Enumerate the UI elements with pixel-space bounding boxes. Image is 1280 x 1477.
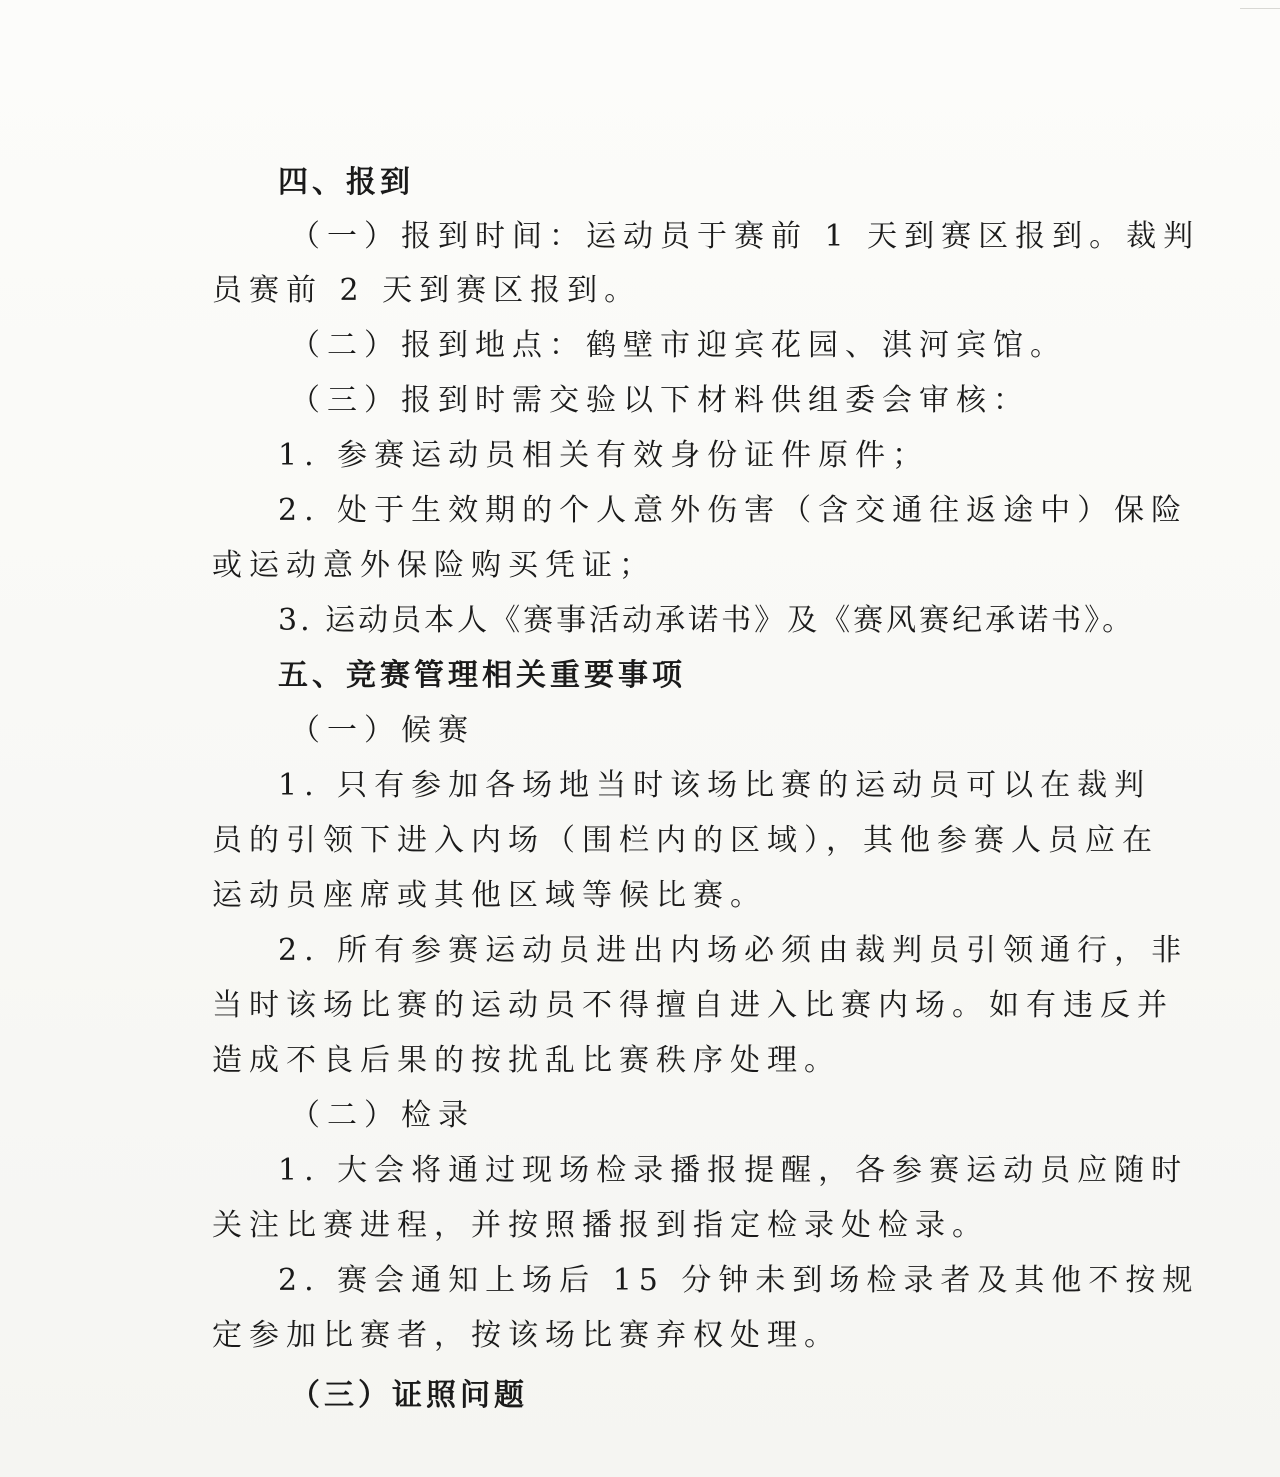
waiting-2-line-1: 2. 所有参赛运动员进出内场必须由裁判员引领通行，非 xyxy=(278,933,1189,968)
section-4-item-1-line-2: 员赛前 2 天到赛区报到。 xyxy=(212,273,642,308)
checkin-1-line-2: 关注比赛进程，并按照播报到指定检录处检录。 xyxy=(212,1208,989,1243)
waiting-1-line-3: 运动员座席或其他区域等候比赛。 xyxy=(212,878,767,913)
waiting-heading: （一）候赛 xyxy=(290,713,475,748)
waiting-1-line-1: 1. 只有参加各场地当时该场比赛的运动员可以在裁判 xyxy=(278,768,1152,803)
section-4-item-2: （二）报到地点：鹤壁市迎宾花园、淇河宾馆。 xyxy=(290,328,1067,363)
section-4-item-3: （三）报到时需交验以下材料供组委会审核： xyxy=(290,383,1030,418)
waiting-2-line-2: 当时该场比赛的运动员不得擅自进入比赛内场。如有违反并 xyxy=(212,988,1174,1023)
section-5-heading: 五、竞赛管理相关重要事项 xyxy=(278,658,686,693)
id-heading: （三）证照问题 xyxy=(290,1378,528,1413)
page-corner-mark xyxy=(1240,0,1280,9)
section-4-sub-3: 3. 运动员本人《赛事活动承诺书》及《赛风赛纪承诺书》。 xyxy=(278,603,1136,638)
waiting-2-line-3: 造成不良后果的按扰乱比赛秩序处理。 xyxy=(212,1043,841,1078)
section-4-sub-2-line-2: 或运动意外保险购买凭证； xyxy=(212,548,656,583)
waiting-1-line-2: 员的引领下进入内场（围栏内的区域），其他参赛人员应在 xyxy=(212,823,1159,858)
checkin-2-line-1: 2. 赛会通知上场后 15 分钟未到场检录者及其他不按规 xyxy=(278,1263,1200,1298)
section-4-sub-1: 1. 参赛运动员相关有效身份证件原件； xyxy=(278,438,930,473)
checkin-2-line-2: 定参加比赛者，按该场比赛弃权处理。 xyxy=(212,1318,841,1353)
section-4-item-1-line-1: （一）报到时间：运动员于赛前 1 天到赛区报到。裁判 xyxy=(290,219,1201,254)
section-4-sub-2-line-1: 2. 处于生效期的个人意外伤害（含交通往返途中）保险 xyxy=(278,493,1189,528)
checkin-heading: （二）检录 xyxy=(290,1098,475,1133)
checkin-1-line-1: 1. 大会将通过现场检录播报提醒，各参赛运动员应随时 xyxy=(278,1153,1189,1188)
section-4-heading: 四、报到 xyxy=(278,165,414,200)
